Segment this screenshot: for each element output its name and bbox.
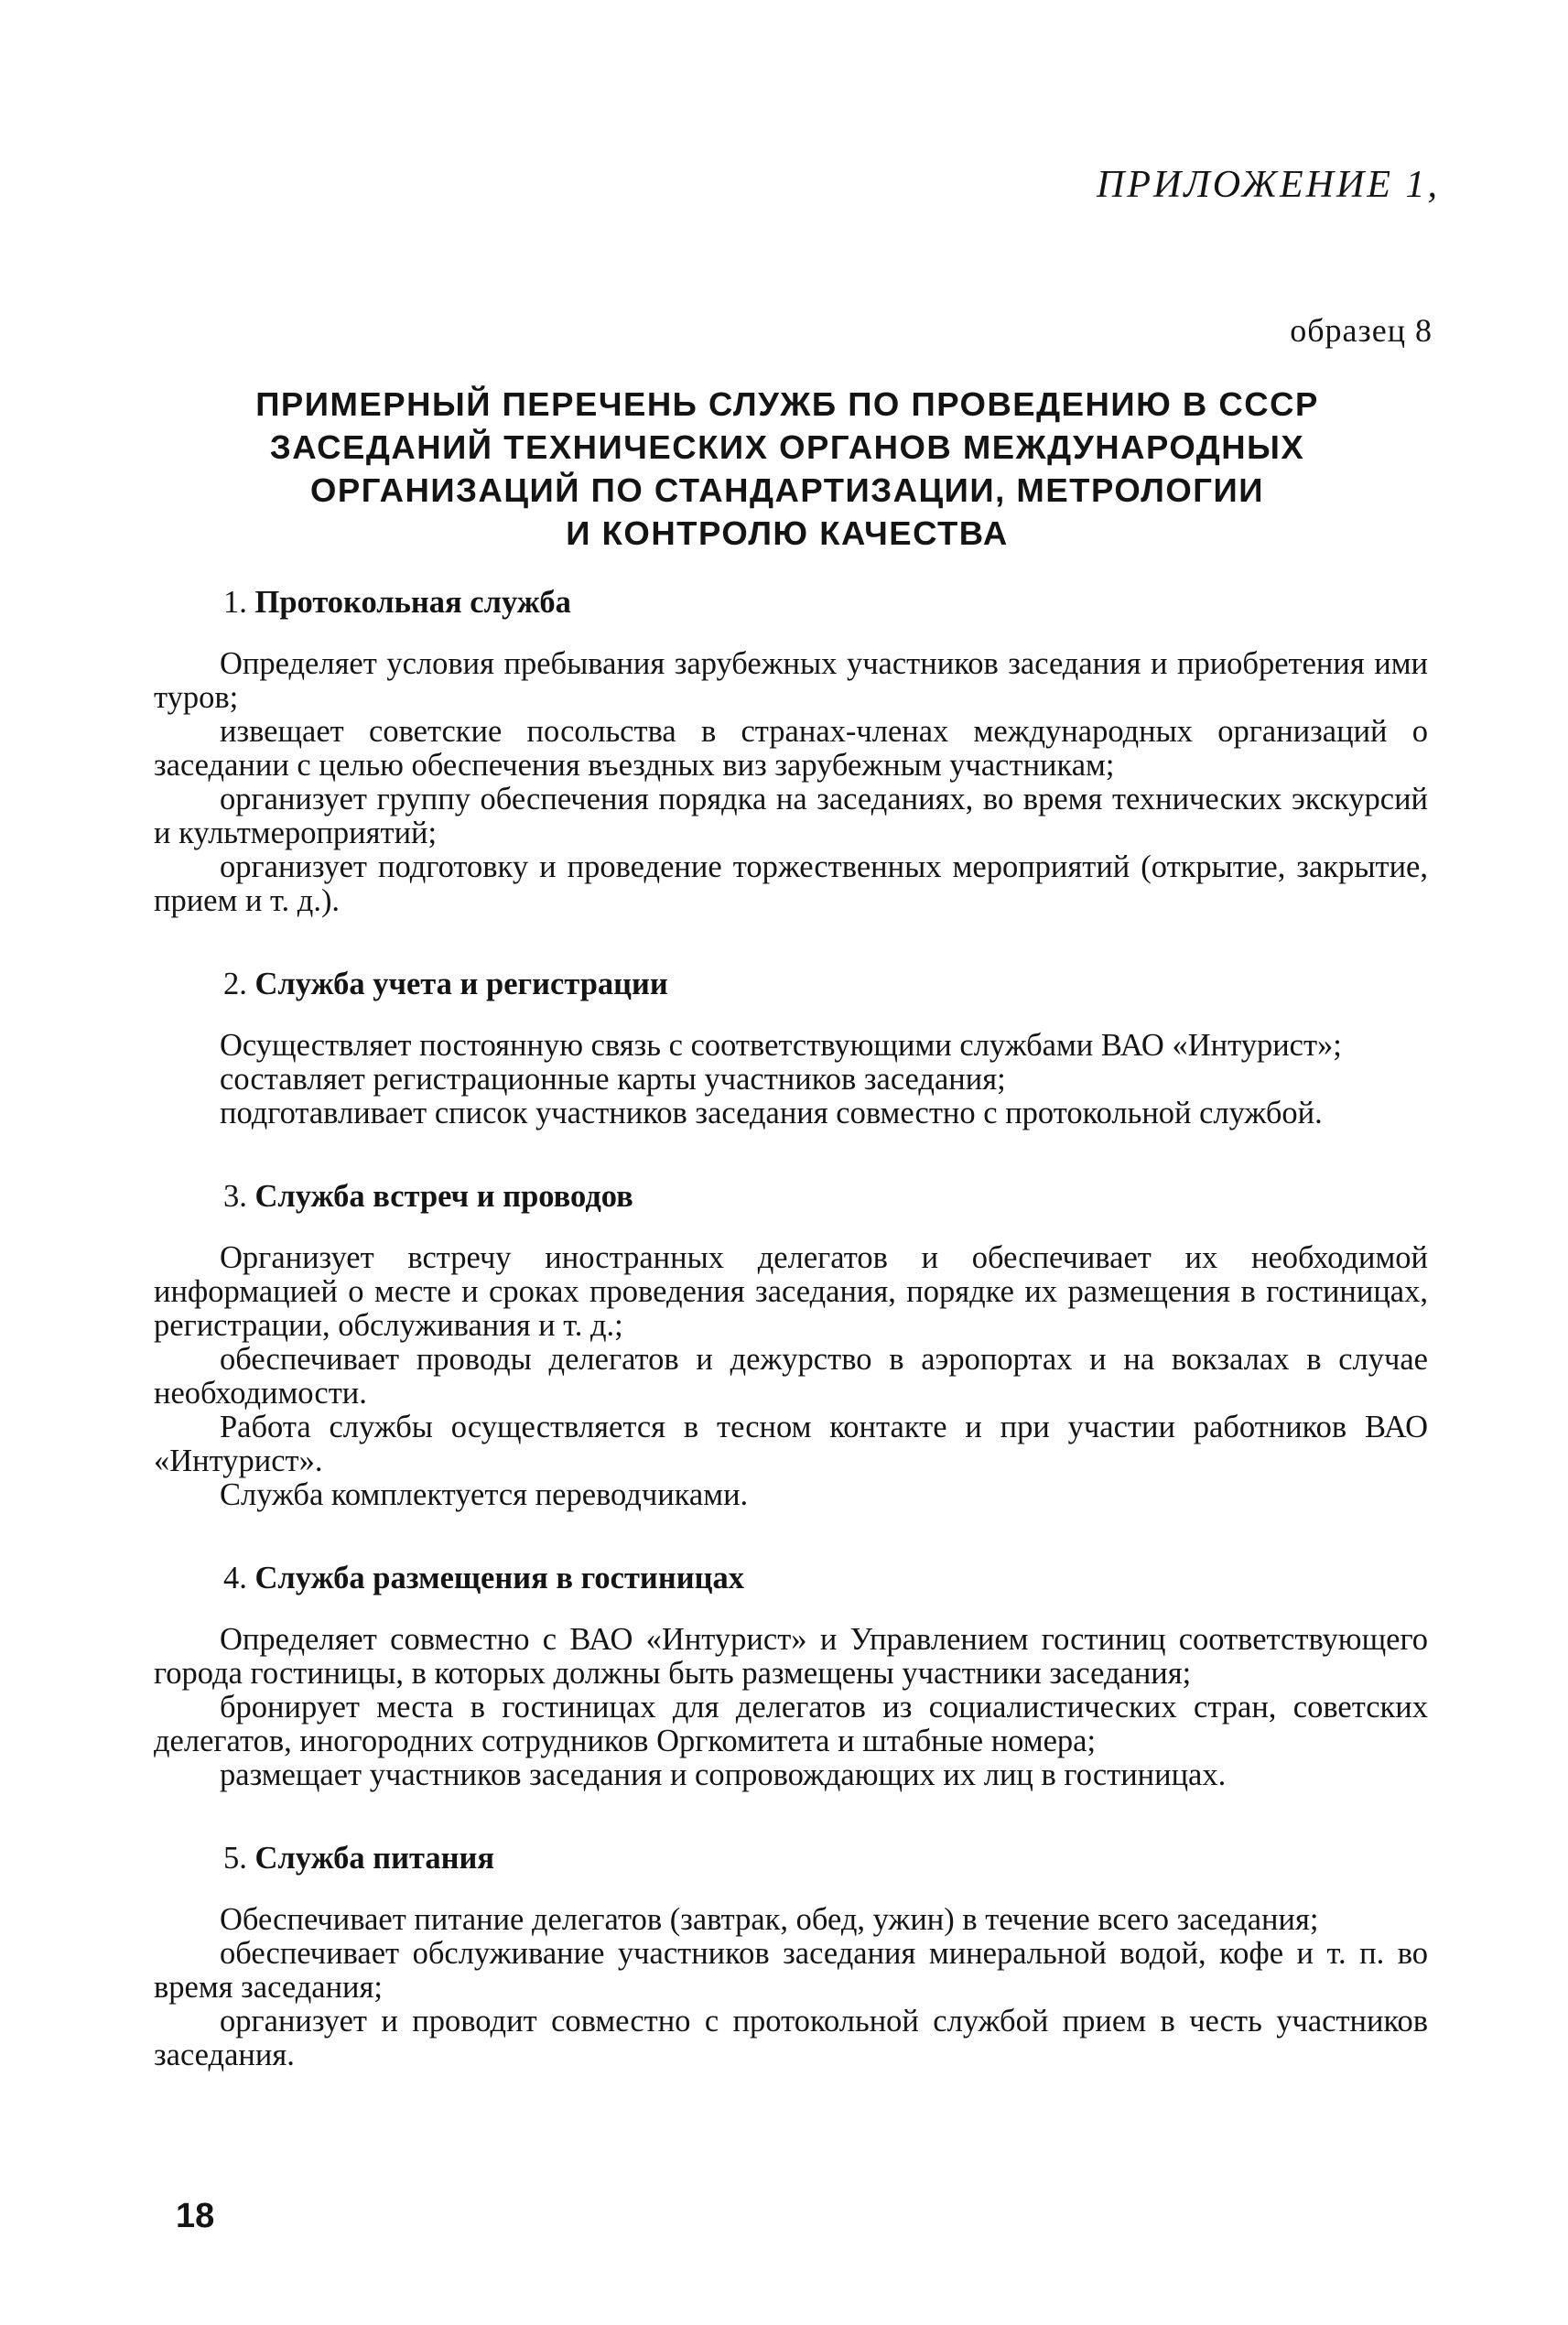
paragraph: организует подготовку и проведение торжественных мероприятий (открытие, закрытие, прием и т. д.). bbox=[154, 849, 1428, 918]
paragraph: составляет регистрационные карты участников заседания; bbox=[220, 1062, 1006, 1097]
paragraph: организует и проводит совместно с протокольной службой прием в честь участников заседания. bbox=[154, 2004, 1428, 2072]
paragraph: Осуществляет постоянную связь с соответствующими службами ВАО «Интурист»; bbox=[220, 1028, 1342, 1063]
paragraph: обеспечивает проводы делегатов и дежурство в аэропортах и на вокзалах в случае необходимости. bbox=[154, 1342, 1428, 1411]
section-number: 4. bbox=[223, 1561, 247, 1595]
section-heading bbox=[154, 1180, 1428, 1214]
section-title: Служба размещения в гостиницах bbox=[254, 1561, 744, 1595]
section-meeting-service bbox=[154, 1180, 1428, 1512]
paragraph: подготавливает список участников заседания совместно с протокольной службой. bbox=[220, 1096, 1323, 1130]
page-number: 18 bbox=[176, 2197, 215, 2235]
sample-label: образец 8 bbox=[1290, 312, 1433, 349]
section-heading bbox=[154, 586, 1428, 620]
section-title: Служба учета и регистрации bbox=[254, 967, 668, 1001]
section-title: Служба встреч и проводов bbox=[254, 1179, 633, 1214]
title-line: ОРГАНИЗАЦИЙ ПО СТАНДАРТИЗАЦИИ, МЕТРОЛОГИИ bbox=[310, 471, 1264, 509]
appendix-label: ПРИЛОЖЕНИЕ 1, bbox=[1097, 164, 1440, 206]
section-title: Служба питания bbox=[254, 1841, 495, 1876]
section-number: 2. bbox=[223, 967, 247, 1001]
section-registration-service bbox=[154, 968, 1428, 1130]
title-line: ПРИМЕРНЫЙ ПЕРЕЧЕНЬ СЛУЖБ ПО ПРОВЕДЕНИЮ В СССР bbox=[255, 385, 1319, 423]
section-catering-service bbox=[154, 1842, 1428, 2072]
section-title: Протокольная служба bbox=[254, 585, 571, 620]
paragraph: извещает советские посольства в странах-членах международных организаций о заседании с целью обеспечения въездных виз зарубежным участникам; bbox=[154, 714, 1428, 783]
section-number: 3. bbox=[223, 1179, 247, 1214]
section-heading bbox=[154, 1562, 1428, 1595]
title-line: И КОНТРОЛЮ КАЧЕСТВА bbox=[566, 514, 1009, 552]
section-number: 1. bbox=[223, 585, 247, 620]
section-heading bbox=[154, 968, 1428, 1001]
section-hotel-service bbox=[154, 1562, 1428, 1792]
paragraph: обеспечивает обслуживание участников заседания минеральной водой, кофе и т. п. во время заседания; bbox=[154, 1936, 1428, 2005]
paragraph: Обеспечивает питание делегатов (завтрак, обед, ужин) в течение всего заседания; bbox=[220, 1902, 1319, 1937]
document-title bbox=[156, 383, 1419, 555]
paragraph: Определяет условия пребывания зарубежных участников заседания и приобретения ими туров; bbox=[154, 646, 1428, 715]
title-line: ЗАСЕДАНИЙ ТЕХНИЧЕСКИХ ОРГАНОВ МЕЖДУНАРОДНЫХ bbox=[269, 428, 1305, 466]
section-heading bbox=[154, 1842, 1428, 1876]
paragraph: размещает участников заседания и сопровождающих их лиц в гостиницах. bbox=[220, 1757, 1227, 1792]
paragraph: Работа службы осуществляется в тесном контакте и при участии работников ВАО «Интурист». bbox=[154, 1410, 1428, 1478]
paragraph: Служба комплектуется переводчиками. bbox=[220, 1477, 749, 1512]
paragraph: Определяет совместно с ВАО «Интурист» и Управлением гостиниц соответствующего города гостиницы, в которых должны быть размещены участники заседания; bbox=[154, 1622, 1428, 1691]
section-protocol-service bbox=[154, 586, 1428, 918]
paragraph: Организует встречу иностранных делегатов и обеспечивает их необходимой информацией о месте и сроках проведения заседания, порядке их размещения в гостиницах, регистрации, обслуживания и т. д.; bbox=[154, 1240, 1428, 1343]
document-body bbox=[154, 586, 1428, 2072]
section-number: 5. bbox=[223, 1841, 247, 1876]
paragraph: организует группу обеспечения порядка на заседаниях, во время технических экскурсий и культмероприятий; bbox=[154, 782, 1428, 850]
paragraph: бронирует места в гостиницах для делегатов из социалистических стран, советских делегатов, иногородних сотрудников Оргкомитета и штабные номера; bbox=[154, 1690, 1428, 1758]
